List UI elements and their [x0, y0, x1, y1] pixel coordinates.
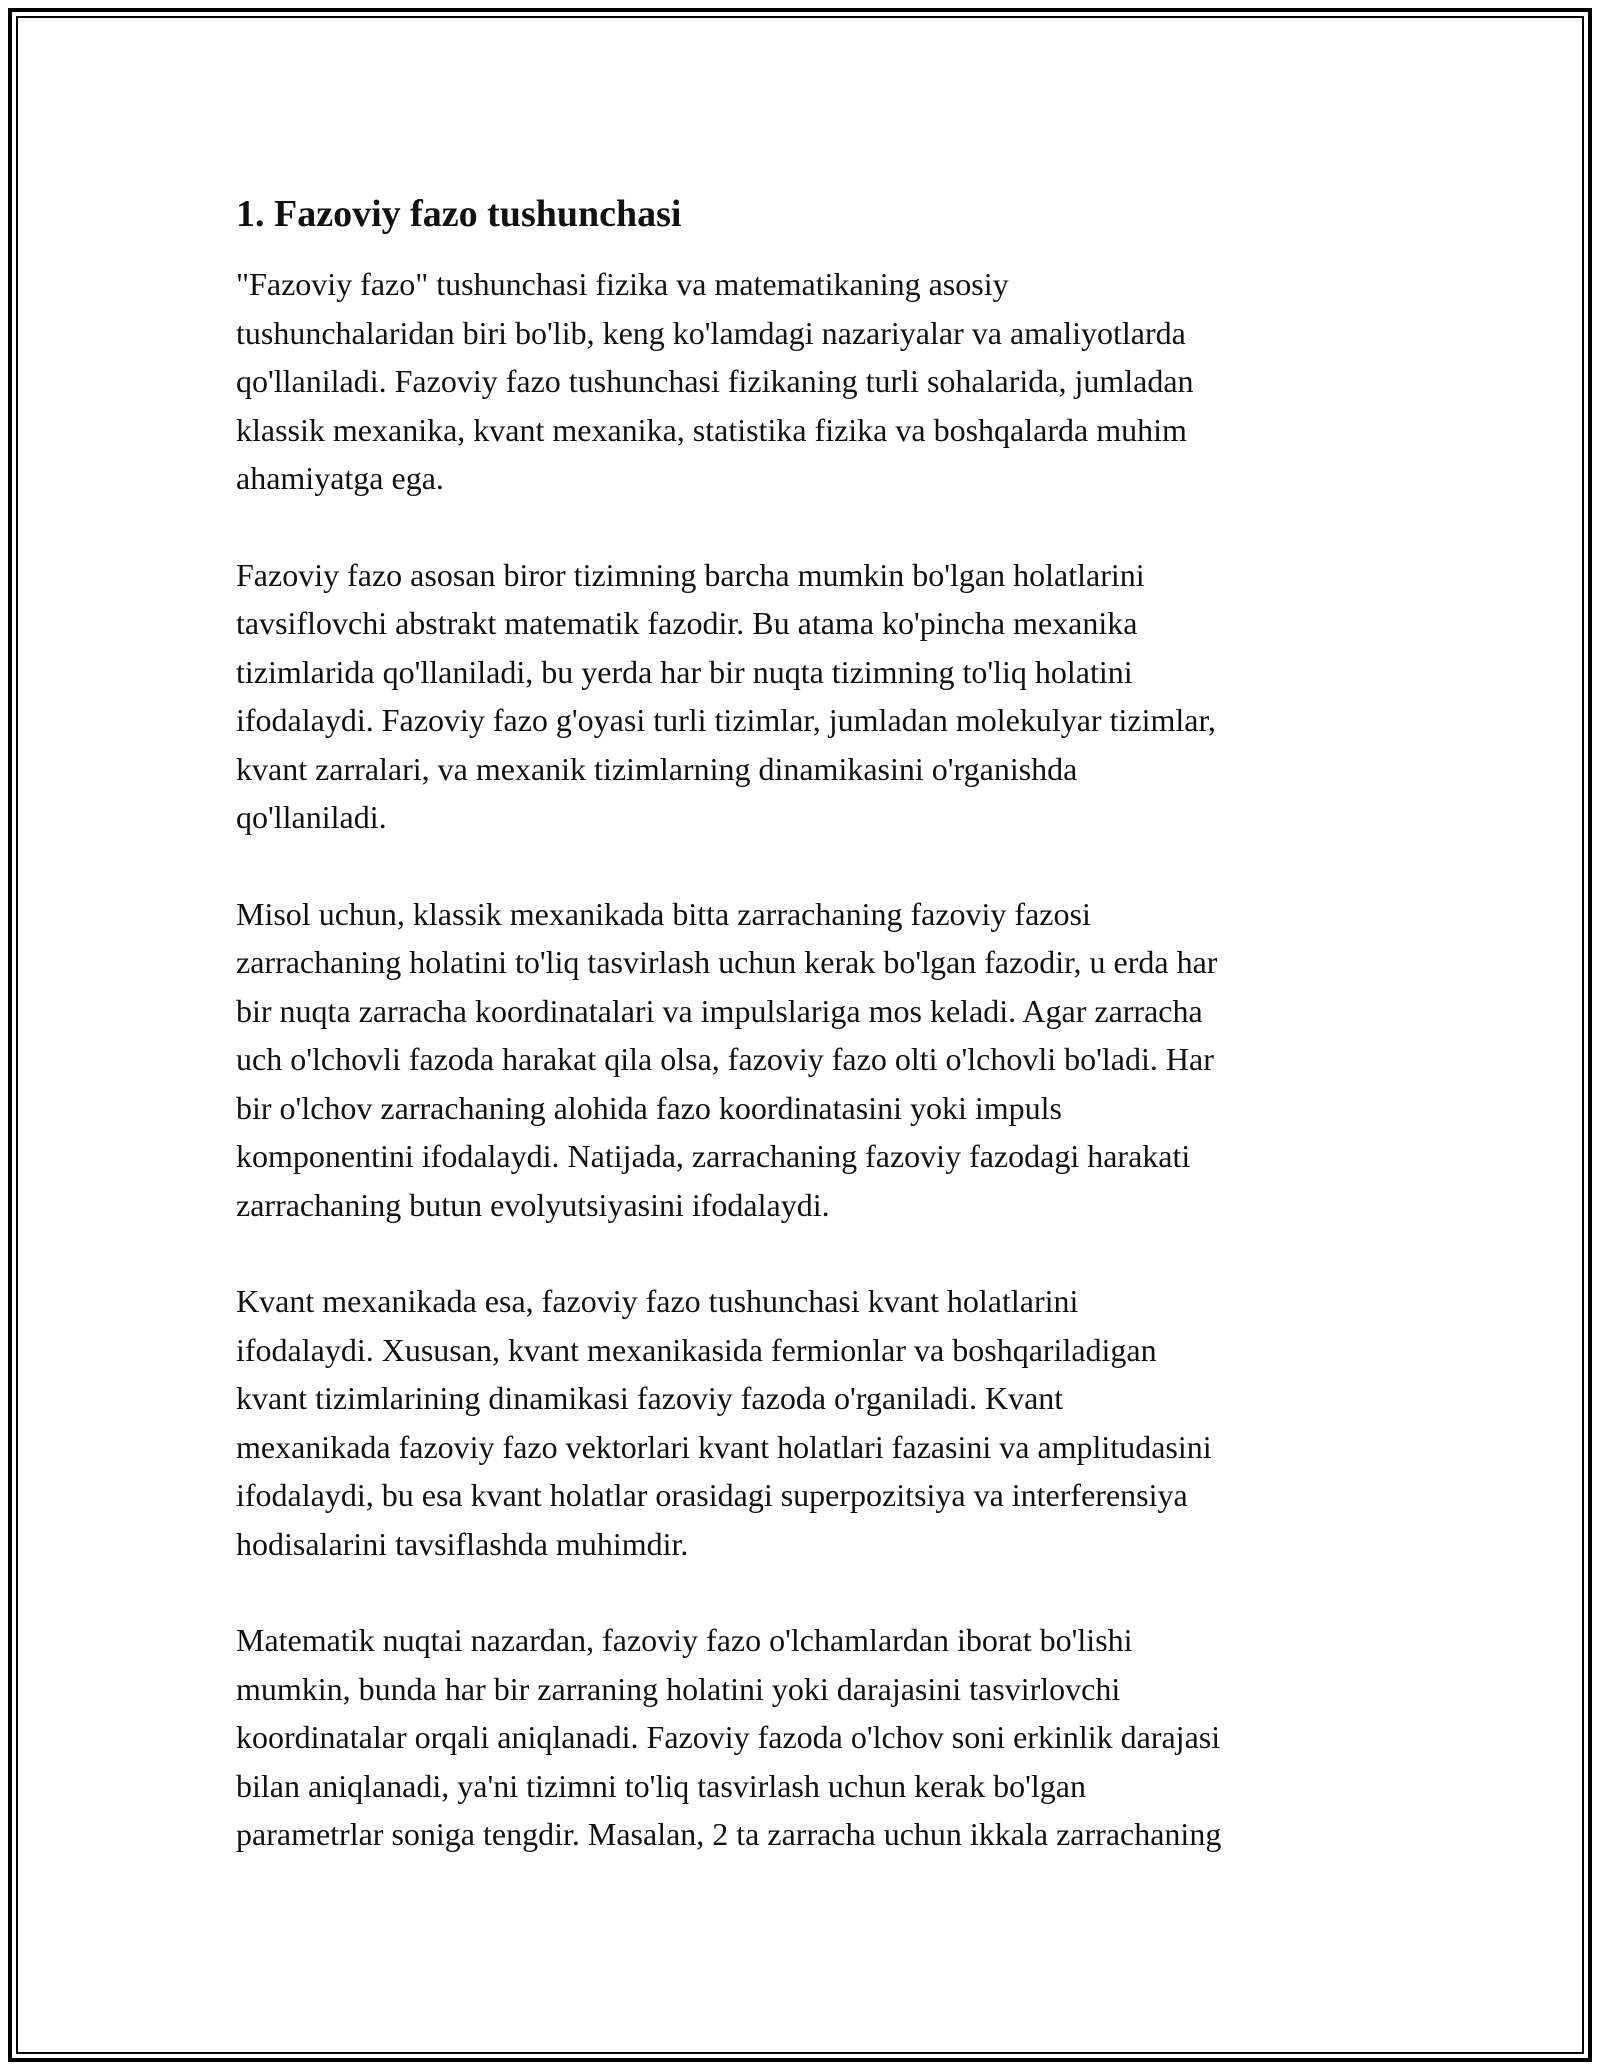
text-line: ifodalaydi, bu esa kvant holatlar orasidagi superpozitsiya va interferensiya — [236, 1477, 1188, 1513]
section-heading: 1. Fazoviy fazo tushunchasi — [236, 193, 682, 235]
text-line: klassik mexanika, kvant mexanika, statistika fizika va boshqalarda muhim — [236, 411, 1187, 448]
document-body — [236, 188, 1386, 1907]
text-line: mexanikada fazoviy fazo vektorlari kvant holatlari fazasini va amplitudasini — [236, 1428, 1212, 1465]
text-line: zarrachaning holatini to'liq tasvirlash uchun kerak bo'lgan fazodir, u erda har — [236, 944, 1218, 980]
text-line: qo'llaniladi. Fazoviy fazo tushunchasi fizikaning turli sohalarida, jumladan — [236, 363, 1194, 399]
text-line: "Fazoviy fazo" tushunchasi fizika va matematikaning asosiy — [236, 266, 1009, 302]
text-line: uch o'lchovli fazoda harakat qila olsa, fazoviy fazo olti o'lchovli bo'ladi. Har — [236, 1041, 1214, 1077]
text-line: ifodalaydi. Xususan, kvant mexanikasida fermionlar va boshqariladigan — [236, 1331, 1157, 1368]
text-line: zarrachaning butun evolyutsiyasini ifodalaydi. — [236, 1186, 830, 1223]
paragraph — [236, 890, 1386, 1230]
paragraph — [236, 1277, 1386, 1568]
text-line: kvant tizimlarining dinamikasi fazoviy fazoda o'rganiladi. Kvant — [236, 1380, 1064, 1416]
text-line: tavsiflovchi abstrakt matematik fazodir. Bu atama ko'pincha mexanika — [236, 605, 1138, 641]
text-line: Kvant mexanikada esa, fazoviy fazo tushunchasi kvant holatlarini — [236, 1283, 1079, 1319]
text-line: Misol uchun, klassik mexanikada bitta zarrachaning fazoviy fazosi — [236, 895, 1091, 932]
text-line: kvant zarralari, va mexanik tizimlarning dinamikasini o'rganishda — [236, 750, 1078, 787]
text-line: koordinatalar orqali aniqlanadi. Fazoviy fazoda o'lchov soni erkinlik darajasi — [236, 1719, 1221, 1755]
text-line: komponentini ifodalaydi. Natijada, zarrachaning fazoviy fazodagi harakati — [236, 1138, 1191, 1174]
text-line: hodisalarini tavsiflashda muhimdir. — [236, 1525, 689, 1562]
text-line: tushunchalaridan biri bo'lib, keng ko'lamdagi nazariyalar va amaliyotlarda — [236, 314, 1186, 351]
text-line: ahamiyatga ega. — [236, 460, 444, 496]
text-line: bir o'lchov zarrachaning alohida fazo koordinatasini yoki impuls — [236, 1089, 1062, 1126]
paragraph — [236, 1616, 1386, 1859]
paragraph — [236, 551, 1386, 842]
text-line: Fazoviy fazo asosan biror tizimning barcha mumkin bo'lgan holatlarini — [236, 556, 1145, 593]
text-line: qo'llaniladi. — [236, 799, 387, 835]
text-line: mumkin, bunda har bir zarraning holatini yoki darajasini tasvirlovchi — [236, 1670, 1121, 1707]
text-line: ifodalaydi. Fazoviy fazo g'oyasi turli tizimlar, jumladan molekulyar tizimlar, — [236, 702, 1216, 738]
text-line: tizimlarida qo'llaniladi, bu yerda har bir nuqta tizimning to'liq holatini — [236, 653, 1133, 690]
text-line: bilan aniqlanadi, ya'ni tizimni to'liq tasvirlash uchun kerak bo'lgan — [236, 1767, 1086, 1804]
text-line: Matematik nuqtai nazardan, fazoviy fazo o'lchamlardan iborat bo'lishi — [236, 1622, 1133, 1658]
text-line: bir nuqta zarracha koordinatalari va impulslariga mos keladi. Agar zarracha — [236, 992, 1203, 1029]
paragraph — [236, 260, 1386, 503]
text-line: parametrlar soniga tengdir. Masalan, 2 ta zarracha uchun ikkala zarrachaning — [236, 1816, 1222, 1852]
